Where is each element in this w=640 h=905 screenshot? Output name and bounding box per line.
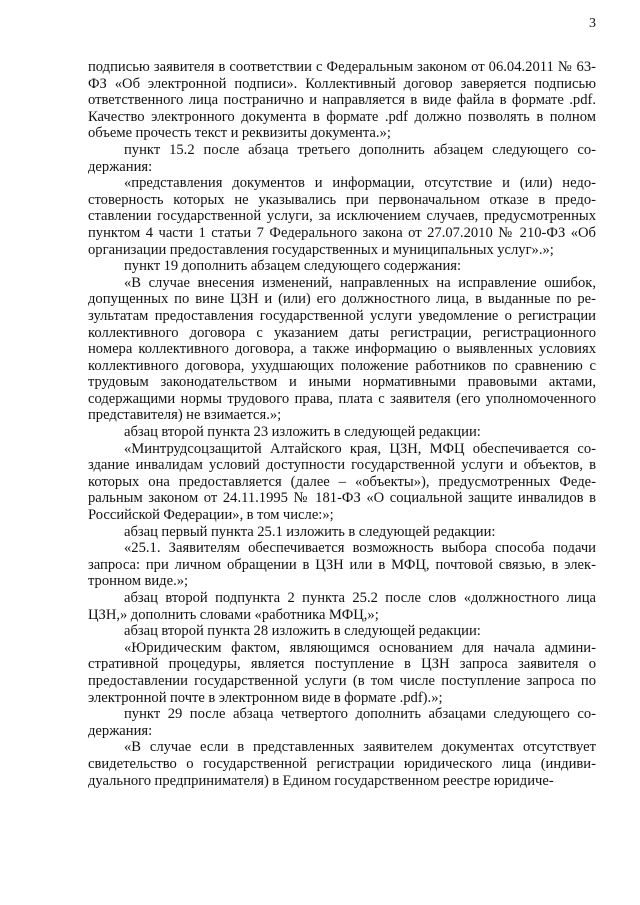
paragraph-amendment-19: пункт 19 дополнить абзацем следующего содержания: (124, 258, 462, 275)
paragraph-quote-15-2: «представления документов и информации, отсутствие и (или) недостоверность которых не указывались при первоначальном отказе в предоставлении государственной услуги, за исключением случаев, предусмотренных пунктом 4 части 1 статьи 7 Федерального закона от 27.07.2010 № 210-ФЗ «Об организации предоставления государственных и муниципальных услуг».»; (88, 175, 596, 258)
paragraph-quote-29: «В случае если в представленных заявителем документах отсутствует свидетельство о государственной регистрации юридического лица (индивидуального предпринимателя) в Едином государственном реестре юридиче- (88, 739, 596, 789)
paragraph-amendment-28: абзац второй пункта 28 изложить в следующей редакции: (124, 623, 481, 640)
page-number: 3 (589, 16, 596, 31)
paragraph-amendment-25-1: абзац первый пункта 25.1 изложить в следующей редакции: (124, 523, 496, 540)
paragraph-quote-19: «В случае внесения изменений, направленных на исправление ошибок, допущенных по вине ЦЗН и (или) его должностного лица, в выданные по результатам предоставления государственной услуги уведомление о регистрации коллективного договора с указанием даты регистрации, регистрационного номера коллективного договора, а также информацию о выявленных условиях коллективного договора, ухудшающих положение работников по сравнению с трудовым законодательством и иными нормативными правовыми актами, содержащими нормы трудового права, плата с заявителя (его уполномоченного представителя) не взимается.»; (88, 274, 596, 424)
paragraph-quote-25-1: «25.1. Заявителям обеспечивается возможность выбора способа подачи запроса: при личном обращении в ЦЗН или в МФЦ, почтовой связью, в электронном виде.»; (88, 540, 596, 590)
document-body (88, 59, 596, 789)
paragraph-amendment-23: абзац второй пункта 23 изложить в следующей редакции: (124, 424, 481, 441)
paragraph-quote-23: «Минтрудсоцзащитой Алтайского края, ЦЗН, МФЦ обеспечивается создание инвалидам условий доступности государственной услуги и объектов, в которых она предоставляется (далее – «объекты»), предусмотренных Федеральным законом от 24.11.1995 № 181-ФЗ «О социальной защите инвалидов в Российской Федерации», в том числе:»; (88, 440, 596, 524)
paragraph-amendment-25-2: абзац второй подпункта 2 пункта 25.2 после слов «должностного лица ЦЗН,» дополнить словами «работника МФЦ,»; (88, 590, 596, 623)
paragraph-continuation: подписью заявителя в соответствии с Федеральным законом от 06.04.2011 № 63-ФЗ «Об электронной подписи». Коллективный договор заверяется подписью ответственного лица постранично и направляется в виде файла в формате .pdf. Качество электронного документа в формате .pdf должно позволять в полном объеме прочесть текст и реквизиты документа.»; (88, 59, 596, 142)
paragraph-amendment-15-2: пункт 15.2 после абзаца третьего дополнить абзацем следующего содержания: (88, 141, 596, 175)
paragraph-amendment-29: пункт 29 после абзаца четвертого дополнить абзацами следующего содержания: (88, 706, 596, 739)
paragraph-quote-28: «Юридическим фактом, являющимся основанием для начала административной процедуры, является поступление в ЦЗН запроса заявителя о предоставлении государственной услуги (в том числе поступление запроса по электронной почте в электронном виде в формате .pdf).»; (88, 639, 596, 706)
